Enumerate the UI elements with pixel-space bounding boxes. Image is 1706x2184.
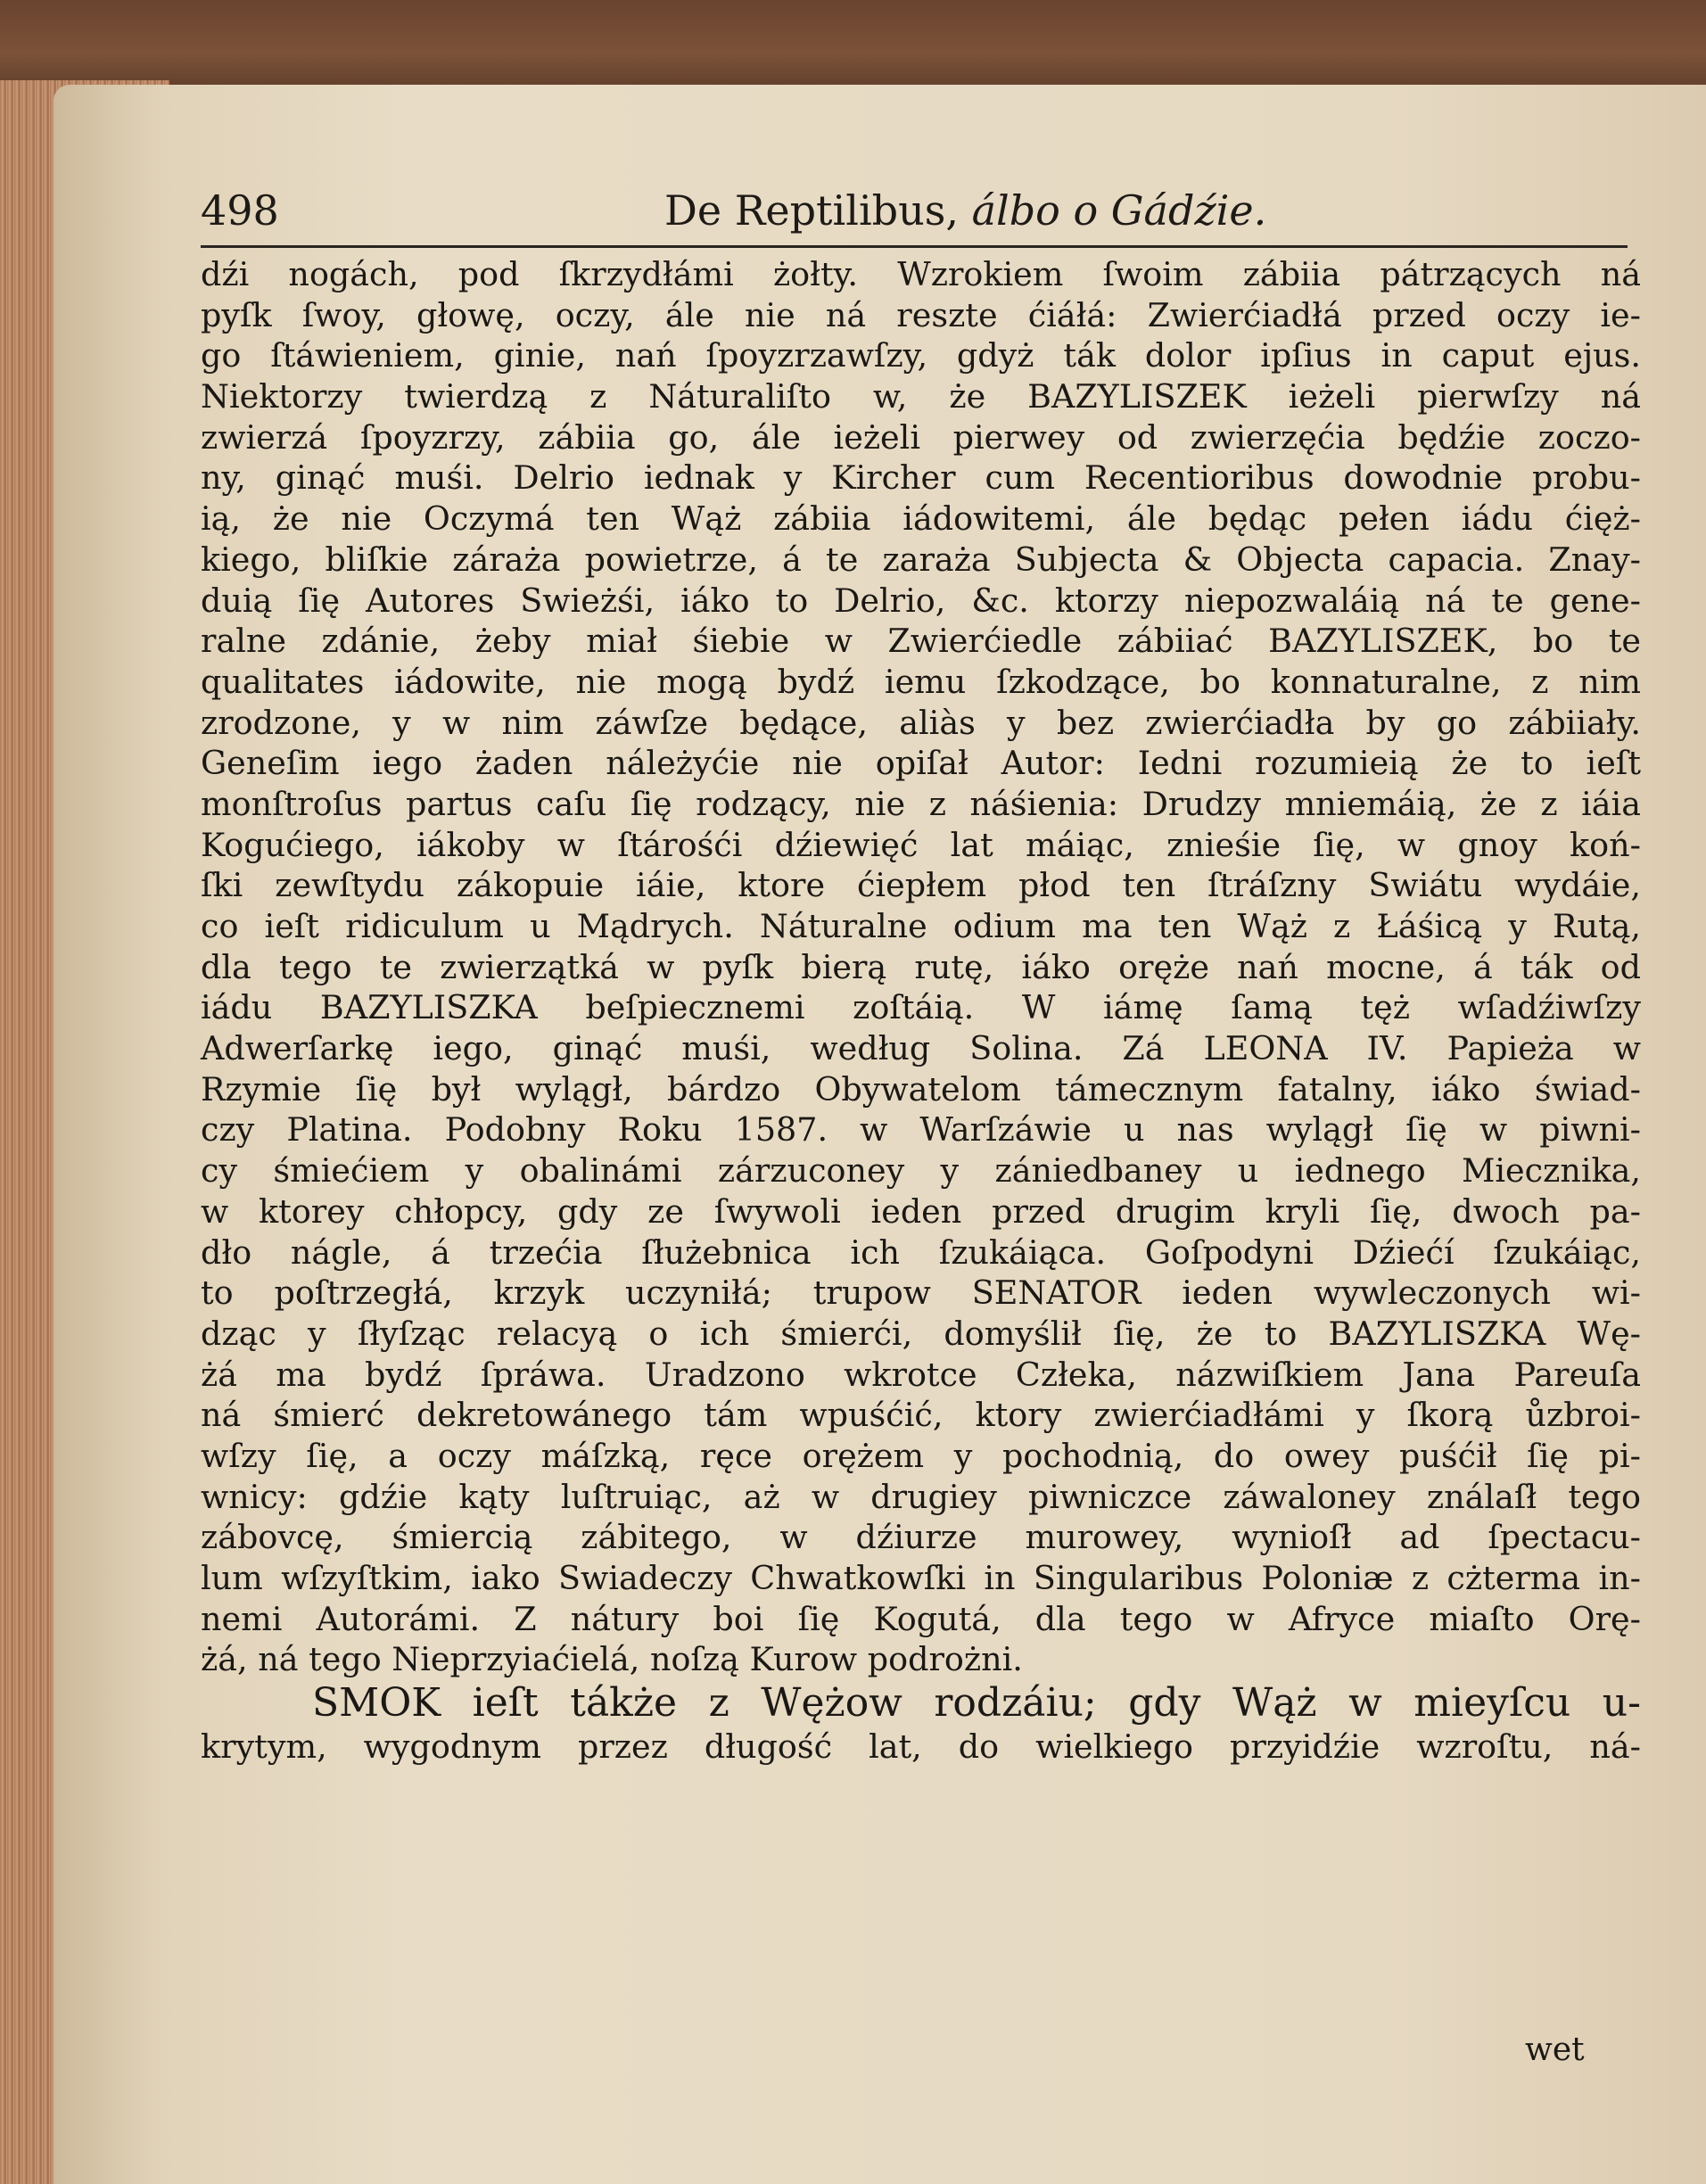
text-line: duią ſię Autores Swieżśi, iáko to Delrio, &c. ktorzy niepozwaláią ná te gene- xyxy=(201,581,1641,620)
text-line: Geneſim iego żaden náleżyćie nie opiſał Autor: Iedni rozumieią że to ieſt xyxy=(201,744,1641,783)
text-line: w ktorey chłopcy, gdy ze ſwywoli ieden przed drugim kryli ſię, dwoch pa- xyxy=(201,1191,1641,1231)
text-line: żá, ná tego Nieprzyiaćielá, noſzą Kurow podrożni. xyxy=(201,1640,1023,1679)
text-line: czy Platina. Podobny Roku 1587. w Warſzáwie u nas wylągł ſię w piwni- xyxy=(201,1110,1641,1150)
text-line: nemi Autorámi. Z nátury boi ſię Kogutá, dla tego w Afryce miaſto Orę- xyxy=(201,1599,1641,1638)
text-line: ſki zewſtydu zákopuie iáie, ktore ćiepłem płod ten ſtráſzny Swiátu wydáie, xyxy=(201,866,1641,905)
text-line: iádu BAZYLISZKA beſpiecznemi zoſtáią. W iámę ſamą tęż wſadźiwſzy xyxy=(201,988,1641,1027)
text-line: lum wſzyſtkim, iako Swiadeczy Chwatkowſki in Singularibus Poloniæ z cżterma in- xyxy=(201,1559,1641,1597)
text-line: ralne zdánie, żeby miał śiebie w Zwierćiedle zábiiać BAZYLISZEK, bo te xyxy=(201,622,1641,661)
text-line: żá ma bydź ſpráwa. Uradzono wkrotce Człeka, názwiſkiem Jana Pareuſa xyxy=(201,1355,1641,1394)
text-line: monſtroſus partus caſu ſię rodzący, nie z náśienia: Drudzy mniemáią, że z iáia xyxy=(201,784,1641,823)
book-cover-edge xyxy=(0,0,1706,98)
text-line: zwierzá ſpoyzrzy, zábiia go, ále ieżeli pierwey od zwierzęćia będźie zoczo- xyxy=(201,417,1641,457)
text-line: wſzy ſię, a oczy máſzką, ręce orężem y pochodnią, do owey puśćił ſię pi- xyxy=(201,1436,1641,1475)
running-title xyxy=(664,186,1266,235)
text-line: qualitates iádowite, nie mogą bydź iemu ſzkodzące, bo konnaturalne, z nim xyxy=(201,662,1641,701)
text-line: dząc y ſłyſząc relacyą o ich śmierći, domyślił ſię, że to BAZYLISZKA Wę- xyxy=(201,1314,1641,1353)
text-line: cy śmiećiem y obalinámi zárzuconey y zániedbaney u iednego Miecznika, xyxy=(201,1151,1641,1191)
text-line: Niektorzy twierdzą z Náturaliſto w, że BAZYLISZEK ieżeli pierwſzy ná xyxy=(201,377,1641,416)
text-line: go ſtáwieniem, ginie, nań ſpoyzrzawſzy, gdyż ták dolor ipſius in caput ejus. xyxy=(201,336,1641,375)
text-body xyxy=(201,254,1641,1768)
running-title-italic: álbo o Gádźie. xyxy=(971,186,1267,235)
text-line: ią, że nie Oczymá ten Wąż zábiia iádowitemi, ále będąc pełen iádu ćięż- xyxy=(201,499,1641,539)
running-head xyxy=(201,183,1628,248)
text-line: Rzymie ſię był wylągł, bárdzo Obywatelom támecznym fatalny, iáko świad- xyxy=(201,1069,1641,1108)
text-line: zábovcę, śmiercią zábitego, w dźiurze murowey, wynioſł ad ſpectacu- xyxy=(201,1518,1641,1557)
text-line: dźi nogách, pod ſkrzydłámi żołty. Wzrokiem ſwoim zábiia pátrzących ná xyxy=(201,255,1641,293)
text-line: dło nágle, á trzećia ſłużebnica ich ſzukáiąca. Goſpodyni Dźiećí ſzukáiąc, xyxy=(201,1232,1641,1272)
text-line: dla tego te zwierzątká w pyſk bierą rutę, iáko oręże nań mocne, á ták od xyxy=(201,947,1641,986)
text-line: zrodzone, y w nim záwſze będące, aliàs y bez zwierćiadła by go zábiiały. xyxy=(201,703,1641,742)
paragraph-1 xyxy=(201,254,1641,1680)
running-title-roman: De Reptilibus, xyxy=(664,186,972,235)
text-line: co ieſt ridiculum u Mądrych. Náturalne odium ma ten Wąż z Łáśicą y Rutą, xyxy=(201,907,1641,945)
catchword: wet xyxy=(1525,2032,1585,2068)
text-line: ná śmierć dekretowánego tám wpuśćić, ktory zwierćiadłámi y ſkorą ůzbroi- xyxy=(201,1396,1641,1435)
paragraph-2 xyxy=(201,1680,1641,1768)
text-line: Kogućiego, iákoby w ſtárośći dźiewięć lat máiąc, znieśie ſię, w gnoy koń- xyxy=(201,825,1641,864)
text-line: pyſk ſwoy, głowę, oczy, ále nie ná reszte ćiáłá: Zwierćiadłá przed oczy ie- xyxy=(201,295,1641,334)
text-line: SMOK ieſt tákże z Wężow rodzáiu; gdy Wąż w mieyſcu u- xyxy=(312,1680,1641,1727)
text-line: Adwerſarkę iego, ginąć muśi, według Solina. Zá LEONA IV. Papieża w xyxy=(201,1029,1641,1068)
text-line: to poſtrzegłá, krzyk uczyniłá; trupow SENATOR ieden wywleczonych wi- xyxy=(201,1273,1641,1313)
text-line: kiego, bliſkie záraża powietrze, á te zaraża Subjecta & Objecta capacia. Znay- xyxy=(201,540,1641,579)
text-line: wnicy: gdźie kąty luſtruiąc, aż w drugiey piwniczce záwaloney ználaſł tego xyxy=(201,1477,1641,1516)
text-line: ny, ginąć muśi. Delrio iednak y Kircher cum Recentioribus dowodnie probu- xyxy=(201,458,1641,498)
text-line: krytym, wygodnym przez długość lat, do wielkiego przyidźie wzroſtu, ná- xyxy=(201,1727,1641,1767)
page-number: 498 xyxy=(201,186,279,235)
